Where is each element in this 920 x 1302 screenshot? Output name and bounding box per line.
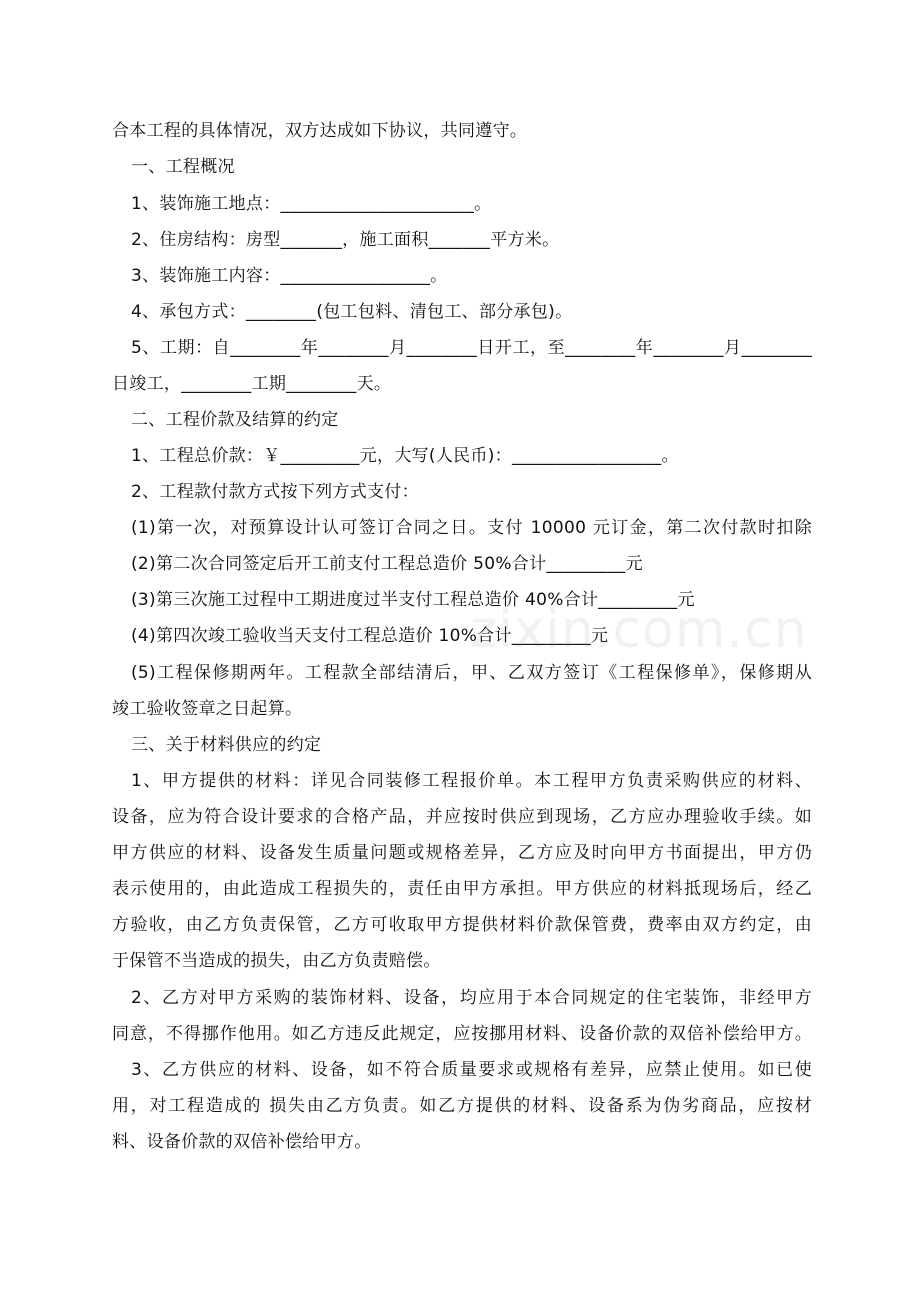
paragraph-line: 料、设备价款的双倍补偿给甲方。 bbox=[112, 1132, 372, 1152]
paragraph-line: 于保管不当造成的损失，由乙方负责赔偿。 bbox=[112, 951, 441, 971]
paragraph-line: 3、乙方供应的材料、设备，如不符合质量要求或规格有差异，应禁止使用。如已使 bbox=[131, 1060, 812, 1080]
watermark: zixin.com.cn bbox=[470, 600, 808, 660]
paragraph-line: 2、住房结构：房型_______，施工面积_______平方米。 bbox=[131, 230, 560, 250]
paragraph-line: 同意，不得挪作他用。如乙方违反此规定，应按挪用材料、设备价款的双倍补偿给甲方。 bbox=[112, 1024, 812, 1044]
paragraph-line: 竣工验收签章之日起算。 bbox=[112, 699, 303, 719]
paragraph-line: 2、乙方对甲方采购的装饰材料、设备，均应用于本合同规定的住宅装饰，非经甲方 bbox=[131, 988, 812, 1008]
paragraph-line: 甲方供应的材料、设备发生质量问题或规格差异，乙方应及时向甲方书面提出，甲方仍 bbox=[112, 843, 812, 863]
paragraph-line: 3、装饰施工内容：_________________。 bbox=[131, 266, 448, 286]
paragraph-line: 5、工期：自________年________月________日开工，至________年________月________ bbox=[131, 338, 812, 358]
paragraph-line: 表示使用的，由此造成工程损失的，责任由甲方承担。甲方供应的材料抵现场后，经乙 bbox=[112, 879, 812, 899]
paragraph-line: (2)第二次合同签定后开工前支付工程总造价 50%合计_________元 bbox=[131, 554, 643, 574]
paragraph-line: (3)第三次施工过程中工期进度过半支付工程总造价 40%合计_________元 bbox=[131, 590, 695, 610]
paragraph-line: 1、甲方提供的材料：详见合同装修工程报价单。本工程甲方负责采购供应的材料、 bbox=[131, 771, 812, 791]
paragraph-line: 合本工程的具体情况，双方达成如下协议，共同遵守。 bbox=[112, 121, 528, 141]
paragraph-line: 日竣工，________工期________天。 bbox=[112, 374, 392, 394]
paragraph-line: 4、承包方式：________(包工包料、清包工、部分承包)。 bbox=[131, 302, 573, 322]
paragraph-line: 1、工程总价款：￥_________元，大写(人民币)：_________________。 bbox=[131, 446, 679, 466]
paragraph-line: 用，对工程造成的 损失由乙方负责。如乙方提供的材料、设备系为伪劣商品，应按材 bbox=[112, 1096, 812, 1116]
paragraph-line: (4)第四次竣工验收当天支付工程总造价 10%合计_________元 bbox=[131, 626, 609, 646]
paragraph-line: 1、装饰施工地点：______________________。 bbox=[131, 194, 492, 214]
section-heading: 二、工程价款及结算的约定 bbox=[131, 410, 339, 430]
paragraph-line: 设备，应为符合设计要求的合格产品，并应按时供应到现场，乙方应办理验收手续。如 bbox=[112, 807, 812, 827]
paragraph-line: 2、工程款付款方式按下列方式支付： bbox=[131, 482, 419, 502]
section-heading: 三、关于材料供应的约定 bbox=[131, 735, 322, 755]
paragraph-line: (1)第一次，对预算设计认可签订合同之日。支付 10000 元订金，第二次付款时扣除 bbox=[131, 518, 812, 538]
paragraph-line: 方验收，由乙方负责保管，乙方可收取甲方提供材料价款保管费，费率由双方约定，由 bbox=[112, 915, 812, 935]
paragraph-line: (5)工程保修期两年。工程款全部结清后，甲、乙双方签订《工程保修单》，保修期从 bbox=[131, 663, 812, 683]
section-heading: 一、工程概况 bbox=[131, 157, 235, 177]
